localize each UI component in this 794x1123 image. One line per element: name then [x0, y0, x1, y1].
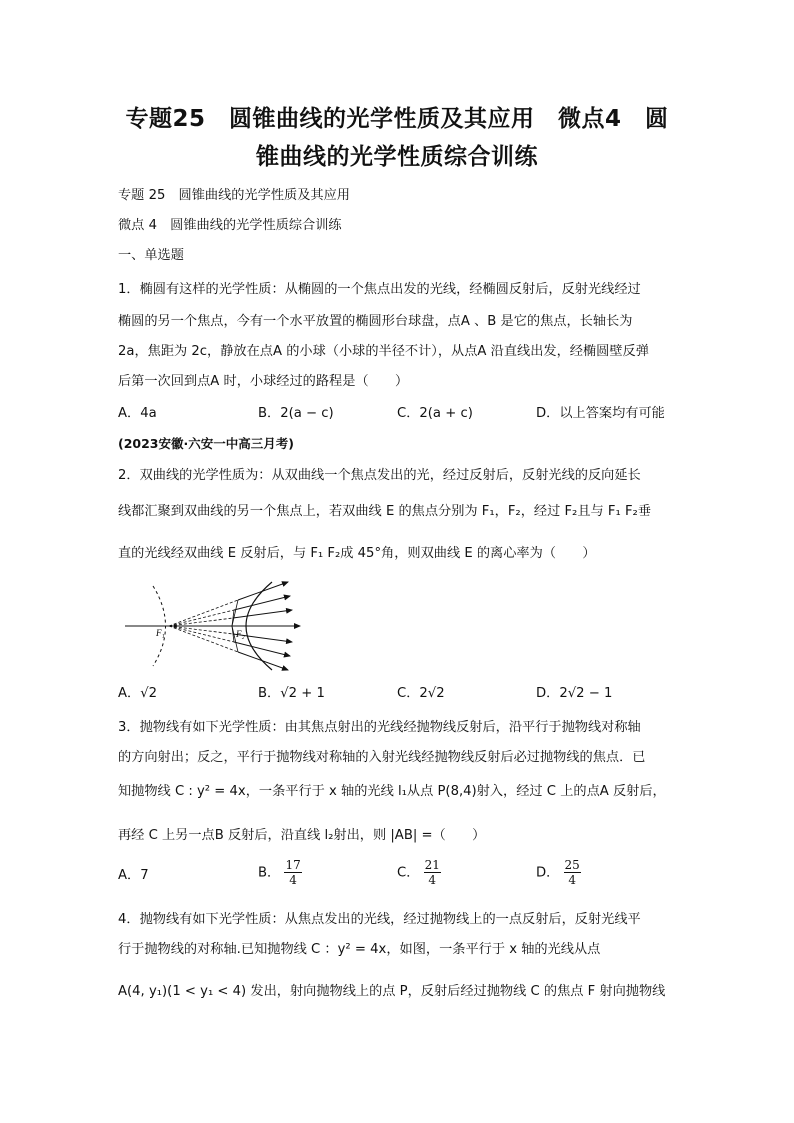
- q1-option-a: A．4a: [118, 406, 157, 421]
- focus-label-f2: F₂: [236, 629, 245, 639]
- page-title-line-1: 专题25 圆锥曲线的光学性质及其应用 微点4 圆: [125, 106, 669, 132]
- q3-option-c: C． $\frac{21}{4}$: [397, 858, 440, 887]
- q3-line-2: 的方向射出；反之，平行于抛物线对称轴的入射光线经抛物线反射后必过抛物线的焦点．已: [118, 750, 646, 765]
- q2-source: (2023安徽·六安一中高三月考): [118, 436, 294, 451]
- q1-option-c: C．2(a + c): [397, 406, 473, 421]
- q2-option-a: A．√2: [118, 686, 158, 701]
- point-heading: 微点 4 圆锥曲线的光学性质综合训练: [118, 218, 342, 233]
- q2-option-d: D．2√2 − 1: [536, 686, 613, 701]
- q1-option-b: B．2(a − c): [258, 406, 334, 421]
- focus-label-f1: F₁: [156, 628, 165, 638]
- q2-line-1: 2．双曲线的光学性质为：从双曲线一个焦点发出的光，经过反射后，反射光线的反向延长: [118, 468, 641, 483]
- q1-line-4: 后第一次回到点A 时，小球经过的路程是（ ）: [118, 374, 409, 389]
- q3-line-4: 再经 C 上另一点B 反射后，沿直线 l₂射出，则 |AB| =（ ）: [118, 828, 486, 843]
- q3-option-a: A．7: [118, 868, 149, 883]
- page-title-line-2: 锥曲线的光学性质综合训练: [256, 144, 538, 170]
- q1-line-2: 椭圆的另一个焦点，今有一个水平放置的椭圆形台球盘，点A 、B 是它的焦点，长轴长为: [118, 314, 633, 329]
- q3-line-1: 3．抛物线有如下光学性质：由其焦点射出的光线经抛物线反射后，沿平行于抛物线对称轴: [118, 720, 641, 735]
- q2-option-b: B．√2 + 1: [258, 686, 325, 701]
- q3-line-3: 知抛物线 C : y² = 4x，一条平行于 x 轴的光线 l₁从点 P(8,4)射入，经过 C 上的点A 反射后，: [118, 784, 666, 799]
- q1-line-1: 1．椭圆有这样的光学性质：从椭圆的一个焦点出发的光线，经椭圆反射后，反射光线经过: [118, 282, 641, 297]
- q3-option-d: D． $\frac{25}{4}$: [536, 858, 580, 887]
- q1-option-d: D．以上答案均有可能: [536, 406, 665, 421]
- hyperbola-figure: [120, 578, 305, 673]
- q4-line-3: A(4, y₁)(1 < y₁ < 4) 发出，射向抛物线上的点 P，反射后经过抛物线 C 的焦点 F 射向抛物线: [118, 984, 666, 999]
- q4-line-1: 4．抛物线有如下光学性质：从焦点发出的光线，经过抛物线上的一点反射后，反射光线平: [118, 912, 641, 927]
- q4-line-2: 行于抛物线的对称轴.已知抛物线 C ：y² = 4x，如图，一条平行于 x 轴的光线从点: [118, 942, 601, 957]
- section-heading: 一、单选题: [118, 248, 184, 263]
- q2-line-3: 直的光线经双曲线 E 反射后，与 F₁ F₂成 45°角，则双曲线 E 的离心率为（ ）: [118, 546, 596, 561]
- q1-line-3: 2a，焦距为 2c，静放在点A 的小球（小球的半径不计），从点A 沿直线出发，经椭圆壁反弹: [118, 344, 649, 359]
- q3-option-b: B． $\frac{17}{4}$: [258, 858, 301, 887]
- q2-option-c: C．2√2: [397, 686, 445, 701]
- q2-line-2: 线都汇聚到双曲线的另一个焦点上，若双曲线 E 的焦点分别为 F₁，F₂，经过 F₂且与 F₁ F₂垂: [118, 504, 652, 519]
- topic-heading: 专题 25 圆锥曲线的光学性质及其应用: [118, 188, 350, 203]
